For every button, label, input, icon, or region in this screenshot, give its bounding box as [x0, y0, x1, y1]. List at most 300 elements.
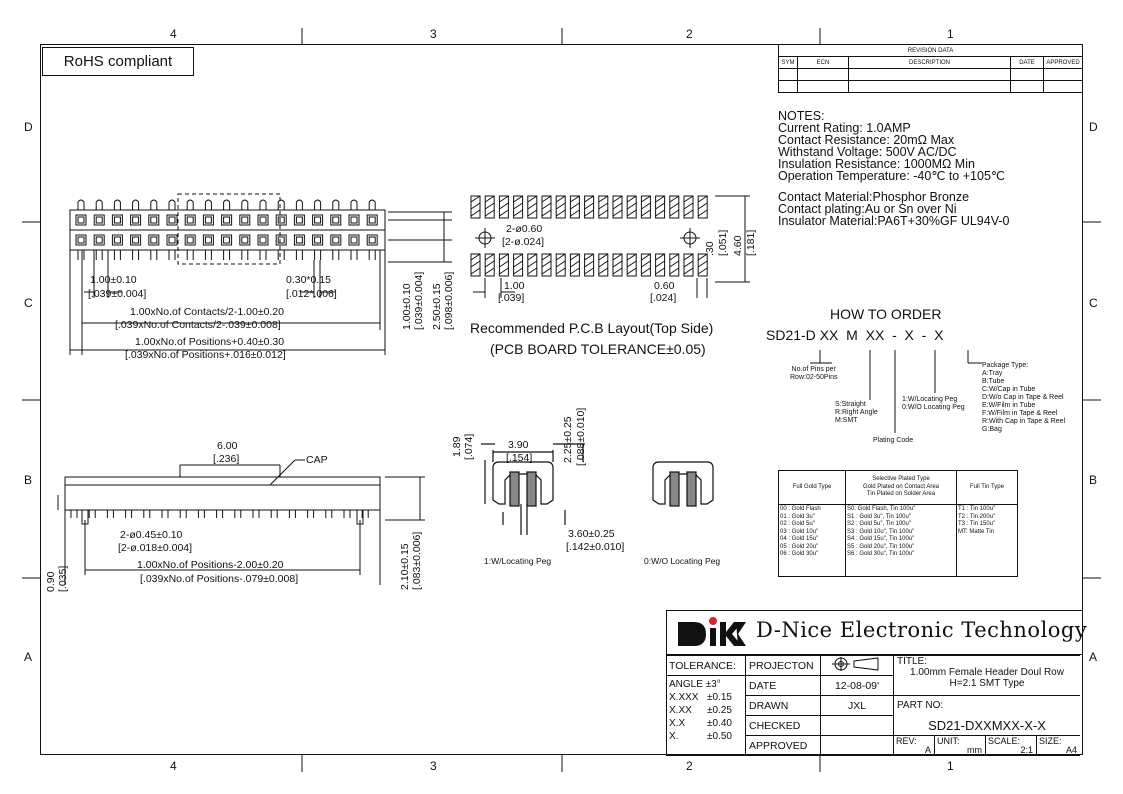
body-height-in: [.083±0.006]: [411, 531, 423, 590]
pcb-height-in: [.181]: [745, 229, 757, 256]
pin-tail-upper: [114, 200, 120, 210]
dim-height-in: [.098±0.006]: [443, 271, 455, 330]
plating-item: MT: Matte Tin: [958, 528, 995, 535]
side-positions: 1.00xNo.of Positions-2.00±0.20: [137, 559, 284, 571]
cap-width-in: [.236]: [213, 453, 240, 465]
package-line: D:W/o Cap in Tape & Reel: [982, 394, 1064, 401]
plating-col-selective: [846, 505, 957, 577]
pins-desc-line: No.of Pins per: [791, 366, 836, 373]
pad-hatch: [570, 203, 579, 209]
mount-description: [835, 401, 878, 425]
tolerance-format: X.XX: [669, 705, 692, 716]
zone-row-b-right: B: [1089, 473, 1098, 487]
pad-hatch: [542, 203, 551, 209]
pad-hatch: [599, 254, 608, 260]
note-line: Current Rating: 1.0AMP: [778, 121, 911, 135]
pad-hatch: [656, 210, 665, 216]
pad-hatch: [499, 268, 508, 274]
pad-hatch: [641, 210, 650, 216]
plating-item: S0: Gold Flash, Tin 100u": [847, 506, 916, 512]
pcb-hole: 2-ø0.60: [506, 223, 543, 235]
zone-col-2: 2: [686, 27, 693, 41]
title-table: [666, 655, 1080, 756]
pin-tail-upper: [169, 200, 175, 210]
end-top-in: [.088±0.010]: [575, 407, 587, 466]
dim-positions-in: [.039xNo.of Positions+.016±0.012]: [125, 349, 286, 361]
drawn-label: DRAWN: [746, 696, 821, 716]
contact-square-inner: [205, 237, 211, 243]
company-name: D-Nice Electronic Technology: [756, 618, 1088, 642]
rohs-badge: [42, 47, 194, 76]
pin-tail-upper: [224, 200, 230, 210]
plating-header-line: Tin Plated on Solder Area: [866, 491, 936, 498]
pad-hatch: [670, 268, 679, 274]
pad-hatch: [485, 203, 494, 209]
plating-item: 01 : Gold 3u": [780, 513, 815, 520]
pad-hatch: [556, 210, 565, 216]
pad-hatch: [499, 196, 508, 202]
pad-hatch: [656, 268, 665, 274]
contact-square-inner: [151, 217, 157, 223]
code-peg: X: [904, 327, 914, 343]
pin-tail-upper: [278, 200, 284, 210]
plating-item: 06 : Gold 30u": [780, 551, 819, 557]
pad-hatch: [514, 254, 523, 260]
package-line: A:Tray: [982, 370, 1003, 377]
unit-value: mm: [967, 745, 982, 755]
pad-hatch: [684, 268, 693, 274]
pin-tail-upper: [351, 200, 357, 210]
peg-height: 0.90: [45, 571, 57, 592]
contact-square-inner: [351, 237, 357, 243]
pcb-tolerance: (PCB BOARD TOLERANCE±0.05): [490, 341, 706, 357]
tolerance-row: [669, 691, 742, 704]
end-height: 1.89: [451, 436, 463, 457]
pin-tail-lower: [333, 250, 339, 260]
material-line: Contact plating:Au or Sn over Ni: [778, 202, 957, 216]
title-line-1: 1.00mm Female Header Doul Row: [910, 667, 1064, 678]
plating-header-line: Gold Plated on Contact Area: [862, 483, 940, 490]
pad-hatch: [556, 196, 565, 202]
pin-tail-lower: [296, 250, 302, 260]
plating-item: T3 : Tin 150u": [958, 521, 996, 527]
contact-square-inner: [242, 217, 248, 223]
pad-hatch: [599, 196, 608, 202]
pad-hatch: [627, 210, 636, 216]
plating-header-selective: [846, 471, 957, 505]
rev-cell: [779, 69, 798, 81]
pad-hatch: [556, 261, 565, 267]
contact-square-inner: [224, 217, 230, 223]
plating-item: 04 : Gold 15u": [780, 536, 819, 542]
dim-row-pitch: 1.00±0.10: [401, 283, 413, 330]
pad-hatch: [627, 268, 636, 274]
pin-tail-upper: [260, 200, 266, 210]
tolerance-format: X.: [669, 731, 679, 742]
size-label: SIZE:: [1039, 736, 1062, 746]
dim-contacts: 1.00xNo.of Contacts/2-1.00±0.20: [130, 306, 285, 318]
pad-hatch: [613, 210, 622, 216]
pad-hatch: [656, 203, 665, 209]
pad-hatch: [613, 203, 622, 209]
notes-block: [778, 110, 1009, 227]
rev-cell: [1044, 69, 1083, 81]
tolerance-row: [669, 717, 742, 730]
pad-hatch: [698, 261, 707, 267]
pin-tail-lower: [96, 250, 102, 260]
side-positions-in: [.039xNo.of Positions-.079±0.008]: [140, 573, 299, 585]
pad-hatch: [471, 196, 480, 202]
pin-tail-upper: [151, 200, 157, 210]
note-line: Withstand Voltage: 500V AC/DC: [778, 145, 957, 159]
unit-label: UNIT:: [937, 736, 960, 746]
contact-square-inner: [224, 237, 230, 243]
rev-cell: [849, 69, 1011, 81]
pad-hatch: [698, 268, 707, 274]
pin-tail-lower: [78, 250, 84, 260]
pad-hatch: [556, 254, 565, 260]
pad-hatch: [471, 210, 480, 216]
dim-contacts-in: [.039xNo.of Contacts/2-.039±0.008]: [115, 319, 281, 331]
pad-hatch: [570, 210, 579, 216]
pad-hatch: [684, 254, 693, 260]
pad-hatch: [698, 203, 707, 209]
pin-tail-lower: [242, 250, 248, 260]
tolerance-label: TOLERANCE:: [666, 656, 746, 676]
pin-tail-upper: [369, 200, 375, 210]
checked-label: CHECKED: [746, 716, 821, 736]
end-foot-in: [.142±0.010]: [566, 541, 625, 553]
contact-square-inner: [169, 237, 175, 243]
plating-item: S5 : Gold 20u", Tin 100u": [847, 543, 915, 550]
how-to-order-title: HOW TO ORDER: [830, 306, 942, 322]
plating-col-tin: [957, 505, 1018, 577]
order-code: [766, 328, 943, 342]
projection-label: PROJECTON: [746, 656, 821, 676]
rev-col-sym: SYM: [779, 57, 798, 69]
pad-hatch: [670, 196, 679, 202]
contact-square-inner: [260, 217, 266, 223]
pad-hatch: [585, 254, 594, 260]
pad-hatch: [485, 210, 494, 216]
zone-row-d: D: [24, 120, 33, 134]
tolerance-angle: ANGLE ±3°: [669, 679, 721, 690]
zone-row-a-right: A: [1089, 650, 1098, 664]
rev-col-ecn: ECN: [798, 57, 849, 69]
pad-hatch: [542, 196, 551, 202]
material-line: Insulator Material:PA6T+30%GF UL94V-0: [778, 214, 1010, 228]
contact-square-inner: [96, 237, 102, 243]
pin-tail-lower: [278, 250, 284, 260]
plating-item: 03 : Gold 10u": [780, 528, 819, 535]
pin-tail-lower: [315, 250, 321, 260]
rev-cell: [798, 81, 849, 93]
pad-hatch: [670, 203, 679, 209]
part-number: SD21-DXXMXX-X-X: [894, 716, 1081, 736]
title-line-2: H=2.1 SMT Type: [949, 678, 1025, 689]
pad-hatch: [670, 254, 679, 260]
pcb-pad-width-in: [.024]: [650, 292, 677, 304]
title-label: TITLE:: [897, 656, 928, 667]
pad-hatch: [556, 268, 565, 274]
pad-hatch: [613, 261, 622, 267]
pad-hatch: [570, 196, 579, 202]
pcb-gap: .30: [704, 241, 716, 256]
company-logo: [676, 614, 750, 650]
zone-row-c-right: C: [1089, 296, 1098, 310]
pad-hatch: [656, 254, 665, 260]
pad-hatch: [528, 261, 537, 267]
pcb-pad-width: 0.60: [654, 280, 675, 292]
material-line: Contact Material:Phosphor Bronze: [778, 190, 970, 204]
pad-hatch: [570, 261, 579, 267]
code-package: X: [934, 327, 944, 343]
plating-item: S2 : Gold 5u", Tin 100u": [847, 521, 911, 527]
date-value: 12-08-09': [821, 676, 894, 696]
code-dash: -: [921, 327, 927, 343]
code-pins: XX: [819, 327, 839, 343]
mount-line: S:Straight: [835, 401, 866, 408]
code-prefix: SD21-D: [766, 327, 816, 343]
rev-cell: [1011, 69, 1044, 81]
rev-cell: [894, 736, 935, 755]
tolerance-row: [669, 704, 742, 717]
zone-row-d-right: D: [1089, 120, 1098, 134]
note-line: Operation Temperature: -40℃ to +105℃: [778, 169, 1005, 183]
size-value: A4: [1065, 745, 1077, 755]
pcb-hole-in: [2-ø.024]: [502, 236, 545, 248]
tolerance-format: X.XXX: [669, 692, 699, 703]
tolerance-value: ±0.25: [707, 705, 732, 716]
contact-square-inner: [187, 237, 193, 243]
pad-hatch: [585, 210, 594, 216]
pcb-pitch-in: [.039]: [498, 292, 525, 304]
contact-square-inner: [333, 237, 339, 243]
pad-hatch: [528, 196, 537, 202]
plating-item: T2 : Tin 200u": [958, 513, 996, 520]
pad-hatch: [641, 203, 650, 209]
pad-hatch: [585, 261, 594, 267]
contact-square-inner: [96, 217, 102, 223]
pad-hatch: [471, 203, 480, 209]
scale-value: 2:1: [1020, 745, 1033, 755]
dim-positions: 1.00xNo.of Positions+0.40±0.30: [135, 336, 285, 348]
zone-row-a: A: [24, 650, 33, 664]
contact-square-inner: [169, 217, 175, 223]
pad-hatch: [627, 203, 636, 209]
package-title: Package Type:: [982, 362, 1029, 369]
package-line: C:W/Cap in Tube: [982, 386, 1036, 393]
dim-pitch-in: [.039±0.004]: [88, 288, 147, 300]
tolerance-value: ±0.40: [707, 718, 732, 729]
tolerance-format: X.X: [669, 718, 686, 729]
plating-header-line: Selective Plated Type: [872, 476, 930, 483]
pad-hatch: [698, 196, 707, 202]
contact-square-inner: [369, 217, 375, 223]
pins-description: [790, 366, 837, 382]
contact-square-inner: [205, 217, 211, 223]
peg-line: 1:W/Locating Peg: [902, 396, 958, 403]
pad-hatch: [514, 268, 523, 274]
pin-tail-lower: [133, 250, 139, 260]
without-peg-label: 0:W/O Locating Peg: [644, 556, 721, 566]
pad-hatch: [542, 261, 551, 267]
pad-hatch: [585, 268, 594, 274]
contact-square-inner: [260, 237, 266, 243]
pad-hatch: [471, 261, 480, 267]
pad-hatch: [570, 268, 579, 274]
rev-unit-scale-size: [894, 736, 1081, 756]
pad-hatch: [684, 203, 693, 209]
contact-square-inner: [296, 217, 302, 223]
pad-hatch: [599, 268, 608, 274]
pin-tail-upper: [205, 200, 211, 210]
contact-square-inner: [315, 217, 321, 223]
pad-hatch: [485, 268, 494, 274]
pad-hatch: [641, 268, 650, 274]
peg-line: 0:W/O Locating Peg: [902, 404, 965, 411]
pad-hatch: [528, 254, 537, 260]
pin-tail-upper: [296, 200, 302, 210]
rev-col-approved: APPROVED: [1044, 57, 1083, 69]
zone-row-b: B: [24, 473, 33, 487]
pad-hatch: [613, 196, 622, 202]
pin-tail-lower: [351, 250, 357, 260]
pcb-pitch: 1.00: [504, 280, 525, 292]
pad-hatch: [485, 196, 494, 202]
dim-height: 2.50±0.15: [431, 283, 443, 330]
cap-label: CAP: [306, 454, 328, 466]
contact-square-inner: [78, 217, 84, 223]
title-cell: [894, 656, 1081, 696]
pad-hatch: [514, 210, 523, 216]
pad-hatch: [485, 261, 494, 267]
plating-header-tin: Full Tin Type: [957, 471, 1018, 505]
pcb-gap-in: [.051]: [717, 229, 729, 256]
end-width: 3.90: [508, 439, 529, 451]
rev-cell: [1044, 81, 1083, 93]
pin-tail-upper: [96, 200, 102, 210]
dim-pitch: 1.00±0.10: [90, 274, 137, 286]
package-line: B:Tube: [982, 378, 1005, 385]
notes-heading: NOTES:: [778, 109, 825, 123]
plating-item: T1 : Tin 100u": [958, 506, 996, 512]
pin-tail-lower: [169, 250, 175, 260]
pad-hatch: [556, 203, 565, 209]
pin-tail-upper: [242, 200, 248, 210]
pin-tail-upper: [133, 200, 139, 210]
revision-table: [778, 44, 1083, 93]
pad-hatch: [684, 196, 693, 202]
pin-tail-lower: [114, 250, 120, 260]
contact-square-inner: [278, 237, 284, 243]
pad-hatch: [656, 261, 665, 267]
end-top: 2.25±0.25: [562, 416, 574, 463]
note-line: Insulation Resistance: 1000MΩ Min: [778, 157, 975, 171]
pad-hatch: [613, 268, 622, 274]
pin-tail-upper: [187, 200, 193, 210]
pad-hatch: [627, 196, 636, 202]
package-line: G:Bag: [982, 426, 1002, 433]
pad-hatch: [570, 254, 579, 260]
pad-hatch: [528, 210, 537, 216]
code-plating: XX: [865, 327, 885, 343]
zone-col-2-bottom: 2: [686, 759, 693, 773]
rev-col-description: DESCRIPTION: [849, 57, 1011, 69]
pad-hatch: [613, 254, 622, 260]
pad-hatch: [499, 203, 508, 209]
pad-hatch: [641, 196, 650, 202]
zone-col-4-bottom: 4: [170, 759, 177, 773]
size-cell: [1037, 736, 1080, 755]
pcb-caption: Recommended P.C.B Layout(Top Side): [470, 320, 714, 336]
plating-item: S6 : Gold 30u", Tin 100u": [847, 551, 915, 557]
plating-item: 05 : Gold 20u": [780, 543, 819, 550]
plating-header-gold: Full Gold Type: [779, 471, 846, 505]
pin-tail-upper: [78, 200, 84, 210]
unit-cell: [935, 736, 986, 755]
rev-cell: [779, 81, 798, 93]
body-height: 2.10±0.15: [399, 543, 411, 590]
rev-label: REV:: [896, 736, 917, 746]
peg-description: [902, 396, 965, 412]
tolerance-value: ±0.50: [707, 731, 732, 742]
checked-value: [821, 716, 894, 736]
zone-col-3-bottom: 3: [430, 759, 437, 773]
plating-col-gold: [779, 505, 846, 577]
rev-cell: [849, 81, 1011, 93]
cap-width: 6.00: [217, 440, 238, 452]
mount-line: M:SMT: [835, 417, 858, 424]
package-line: F:W/Film in Tape & Reel: [982, 410, 1058, 417]
with-peg-label: 1:W/Locating Peg: [484, 556, 552, 566]
tolerance-cell: [666, 676, 746, 756]
plating-table: [778, 470, 1018, 577]
contact-square-inner: [296, 237, 302, 243]
contact-square-inner: [151, 237, 157, 243]
pins-desc-line: Row:02-50Pins: [790, 374, 838, 381]
date-label: DATE: [746, 676, 821, 696]
pad-hatch: [670, 210, 679, 216]
pad-hatch: [514, 203, 523, 209]
pad-hatch: [514, 196, 523, 202]
pin-tail-lower: [151, 250, 157, 260]
part-label: PART NO:: [894, 696, 1081, 716]
plating-item: S4 : Gold 15u", Tin 100u": [847, 536, 915, 542]
pad-hatch: [684, 210, 693, 216]
end-height-in: [.074]: [463, 433, 475, 460]
contact-square-inner: [278, 217, 284, 223]
pad-hatch: [471, 254, 480, 260]
pad-hatch: [528, 268, 537, 274]
contact-square-inner: [333, 217, 339, 223]
tolerance-value: ±0.15: [707, 692, 732, 703]
dim-row-pitch-in: [.039±0.004]: [413, 271, 425, 330]
zone-col-3: 3: [430, 27, 437, 41]
plating-item: S3 : Gold 10u", Tin 100u": [847, 528, 915, 535]
pad-hatch: [528, 203, 537, 209]
rev-cell: [798, 69, 849, 81]
zone-col-4: 4: [170, 27, 177, 41]
contact-square-inner: [114, 237, 120, 243]
pin-tail-lower: [369, 250, 375, 260]
end-width-in: [.154]: [506, 452, 533, 464]
pad-hatch: [471, 268, 480, 274]
pin-tail-lower: [260, 250, 266, 260]
contact-square-inner: [242, 237, 248, 243]
rev-cell: [1011, 81, 1044, 93]
rev-col-date: DATE: [1011, 57, 1044, 69]
